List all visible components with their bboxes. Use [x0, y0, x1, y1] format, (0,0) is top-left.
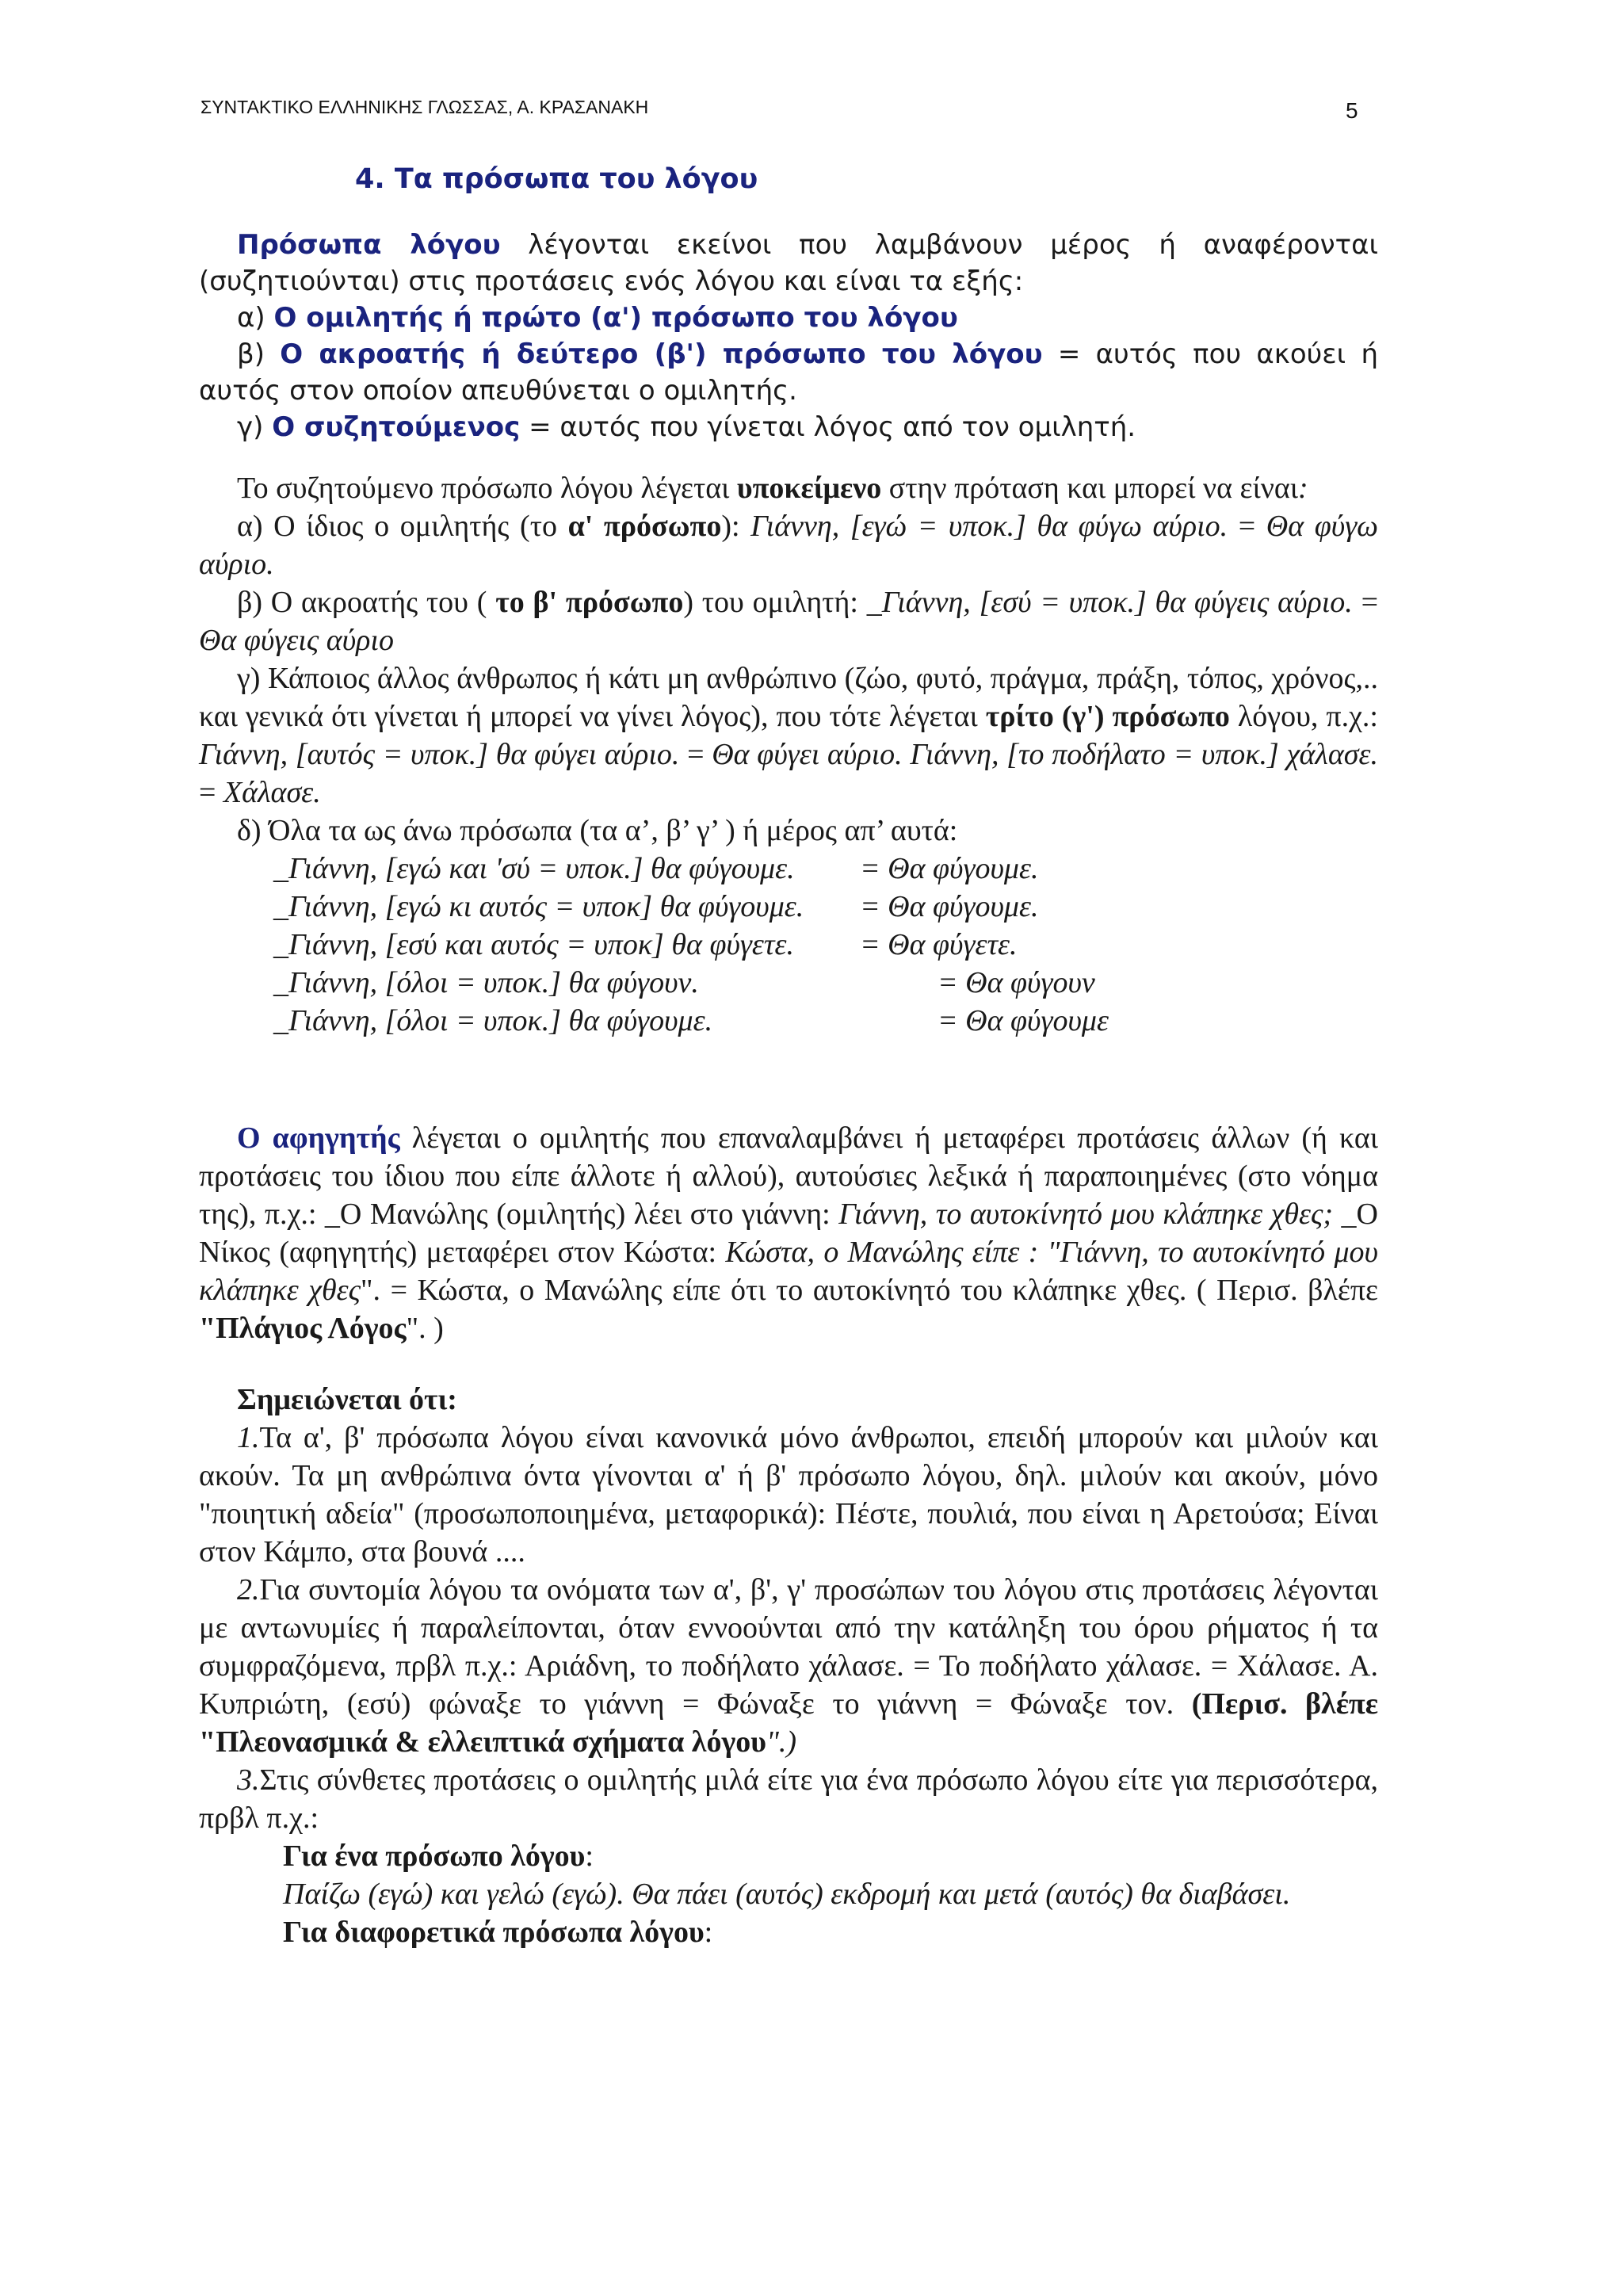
one-person-heading: Για ένα πρόσωπο λόγου:	[283, 1839, 594, 1873]
note-3-examples	[199, 1837, 1378, 1951]
narrator-term: Ο αφηγητής	[237, 1121, 400, 1155]
example-row: _Γιάννη, [εγώ κι αυτός = υποκ] θα φύγουμε. = Θα φύγουμε.	[273, 890, 1039, 923]
example-row: _Γιάννη, [εσύ και αυτός = υποκ] θα φύγετε. = Θα φύγετε.	[273, 928, 1018, 961]
examples-list	[199, 850, 1378, 1040]
person-b: β) Ο ακροατής ή δεύτερο (β') πρόσωπο του λόγου = αυτός που ακούει ή αυτός στον οποίον απευθύνεται ο ομιλητής.	[199, 338, 1378, 407]
subject-a: α) Ο ίδιος ο ομιλητής (το α' πρόσωπο): Γιάννη, [εγώ = υποκ.] θα φύγω αύριο. = Θα φύγω αύριο.	[199, 510, 1378, 581]
section-title: 4. Τα πρόσωπα του λόγου	[355, 163, 758, 195]
subject-d: δ) Όλα τα ως άνω πρόσωπα (τα α’, β’ γ’ ) ή μέρος απ’ αυτά:	[237, 814, 958, 847]
subject-b: β) Ο ακροατής του ( το β' πρόσωπο) του ομιλητή: _Γιάννη, [εσύ = υποκ.] θα φύγεις αύριο. = Θα φύγεις αύριο	[199, 586, 1379, 657]
example-row: _Γιάννη, [όλοι = υποκ.] θα φύγουμε. = Θα φύγουμε	[273, 1004, 1109, 1037]
one-person-example: Παίζω (εγώ) και γελώ (εγώ). Θα πάει (αυτός) εκδρομή και μετά (αυτός) θα διαβάσει.	[283, 1878, 1291, 1911]
different-persons-heading: Για διαφορετικά πρόσωπα λόγου:	[283, 1916, 713, 1949]
intro-term: Πρόσωπα λόγου	[237, 229, 501, 261]
notes-heading: Σημειώνεται ότι:	[237, 1383, 457, 1416]
person-a: α) Ο ομιλητής ή πρώτο (α') πρόσωπο του λόγου	[237, 302, 958, 334]
example-row: _Γιάννη, [εγώ και 'σύ = υποκ.] θα φύγουμε. = Θα φύγουμε.	[273, 852, 1039, 885]
intro-section	[199, 227, 1378, 445]
notes-section	[199, 1381, 1378, 1951]
subject-section	[199, 469, 1378, 1040]
note-1: 1.Τα α', β' πρόσωπα λόγου είναι κανονικά μόνο άνθρωποι, επειδή μπορούν και μιλούν και ακούν. Τα μη ανθρώπινα όντα γίνονται α' ή β' πρόσωπο λόγου, δηλ. μιλούν και ακούν, μόνο "ποιητική αδεία" (προσωποποιημένα, μεταφορικά): Πέστε, πουλιά, που είναι η Αρετούσα; Είναι στον Κάμπο, στα βουνά ....	[199, 1421, 1378, 1568]
example-row: _Γιάννη, [όλοι = υποκ.] θα φύγουν. = Θα φύγουν	[273, 966, 1095, 999]
page-number: 5	[1346, 98, 1358, 123]
subject-c: γ) Κάποιος άλλος άνθρωπος ή κάτι μη ανθρώπινο (ζώο, φυτό, πράγμα, πράξη, τόπος, χρόνος,.. και γενικά ότι γίνεται ή μπορεί να γίνει λόγος), που τότε λέγεται τρίτο (γ') πρόσωπο λόγου, π.χ.: Γιάννη, [αυτός = υποκ.] θα φύγει αύριο. = Θα φύγει αύριο. Γιάννη, [το ποδήλατο = υποκ.] χάλασε. = Χάλασε.	[199, 662, 1379, 809]
intro-paragraph: Πρόσωπα λόγου λέγονται εκείνοι που λαμβάνουν μέρος ή αναφέρονται (συζητιούνται) στις προτάσεις ενός λόγου και είναι τα εξής:	[199, 229, 1378, 297]
running-header: ΣΥΝΤΑΚΤΙΚΟ ΕΛΛΗΝΙΚΗΣ ΓΛΩΣΣΑΣ, Α. ΚΡΑΣΑΝΑΚΗ	[200, 97, 649, 117]
narrator-section	[199, 1119, 1378, 1347]
subject-paragraph: Το συζητούμενο πρόσωπο λόγου λέγεται υποκείμενο στην πρόταση και μπορεί να είναι:	[237, 472, 1308, 505]
person-c: γ) Ο συζητούμενος = αυτός που γίνεται λόγος από τον ομιλητή.	[237, 411, 1136, 443]
note-2: 2.Για συντομία λόγου τα ονόματα των α', β', γ' προσώπων του λόγου στις προτάσεις λέγονται με αντωνυμίες ή παραλείπονται, όταν εννοούνται από την κατάληξη του όρου ρήματος ή τα συμφραζόμενα, πρβλ π.χ.: Αριάδνη, το ποδήλατο χάλασε. = Το ποδήλατο χάλασε. = Χάλασε. Α. Κυπριώτη, (εσύ) φώναξε το γιάννη = Φώναξε το γιάννη = Φώναξε τον. (Περισ. βλέπε "Πλεονασμικά & ελλειπτικά σχήματα λόγου".)	[199, 1573, 1378, 1759]
narrator-paragraph: Ο αφηγητής λέγεται ο ομιλητής που επαναλαμβάνει ή μεταφέρει προτάσεις άλλων (ή και προτάσεις του ίδιου που είπε άλλοτε ή αλλού), αυτούσιες λεξικά ή παραποιημένες (στο νόημα της), π.χ.: _Ο Μανώλης (ομιλητής) λέει στο γιάννη: Γιάννη, το αυτοκίνητό μου κλάπηκε χθες; _Ο Νίκος (αφηγητής) μεταφέρει στον Κώστα: Κώστα, ο Μανώλης είπε : "Γιάννη, το αυτοκίνητό μου κλάπηκε χθες". = Κώστα, ο Μανώλης είπε ότι το αυτοκίνητό του κλάπηκε χθες. ( Περισ. βλέπε "Πλάγιος Λόγος". )	[199, 1121, 1378, 1345]
note-3: 3.Στις σύνθετες προτάσεις ο ομιλητής μιλά είτε για ένα πρόσωπο λόγου είτε για περισσότερα, πρβλ π.χ.:	[199, 1763, 1378, 1835]
